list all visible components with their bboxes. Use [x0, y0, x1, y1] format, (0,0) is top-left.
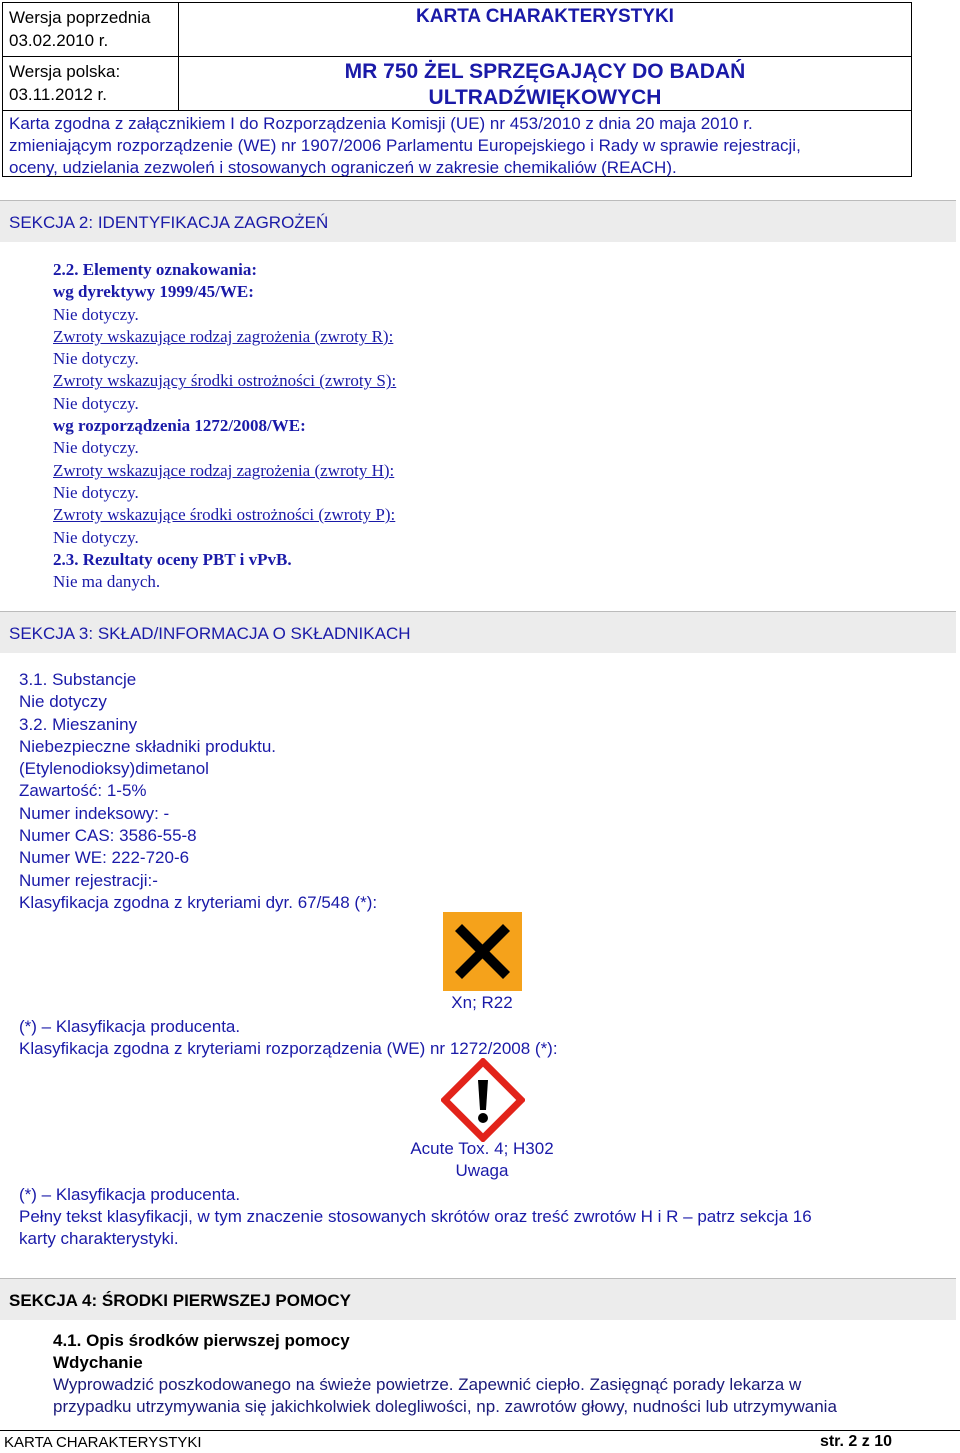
inhalation-heading: Wdychanie	[53, 1353, 143, 1372]
header-row-product	[3, 57, 911, 111]
section3-line: 3.2. Mieszaniny	[19, 714, 138, 734]
section2-line: Zwroty wskazujące środki ostrożności (zwroty P):	[53, 505, 396, 525]
section2-line: Nie ma danych.	[53, 572, 161, 592]
section3-content	[19, 669, 377, 914]
legal-line: zmieniającym rozporządzenie (WE) nr 1907/2006 Parlamentu Europejskiego i Rady w sprawie rejestracji,	[9, 136, 801, 155]
page-number: str. 2 z 10	[819, 1433, 892, 1450]
dsd-classification-label: Xn; R22	[451, 993, 513, 1012]
section3-line: Numer WE: 222-720-6	[19, 848, 190, 868]
footer-divider	[0, 1430, 960, 1431]
section2-line: wg rozporządzenia 1272/2008/WE:	[53, 416, 306, 436]
full-text-note-line2: karty charakterystyki.	[19, 1229, 179, 1248]
producer-note: (*) – Klasyfikacja producenta.	[19, 1185, 241, 1204]
section2-line: Zwroty wskazujące rodzaj zagrożenia (zwroty H):	[53, 460, 395, 480]
section4-subheading: 4.1. Opis środków pierwszej pomocy	[53, 1331, 350, 1350]
section3-line: Numer CAS: 3586-55-8	[19, 826, 197, 846]
section3-line: Nie dotyczy	[19, 692, 107, 712]
section4-title: SEKCJA 4: ŚRODKI PIERWSZEJ POMOCY	[0, 1278, 956, 1320]
section3-line: 3.1. Substancje	[19, 670, 137, 689]
section3-line: Niebezpieczne składniki produktu.	[19, 736, 277, 756]
section2-line: Nie dotyczy.	[53, 349, 139, 369]
section3-line: (Etylenodioksy)dimetanol	[19, 759, 209, 779]
section3-title: SEKCJA 3: SKŁAD/INFORMACJA O SKŁADNIKACH	[0, 611, 956, 653]
doc-type-title: KARTA CHARAKTERYSTYKI	[416, 6, 674, 27]
section2-line: 2.3. Rezultaty oceny PBT i vPvB.	[53, 549, 292, 569]
pl-version-cell	[3, 57, 179, 110]
inhalation-text-line2: przypadku utrzymywania się jakichkolwiek dolegliwości, np. zawrotów głowy, nudności lub utrzymywania	[53, 1397, 837, 1416]
pl-version-date: 03.11.2012 r.	[9, 85, 107, 104]
legal-line: Karta zgodna z załącznikiem I do Rozporządzenia Komisji (UE) nr 453/2010 z dnia 20 maja 2010 r.	[9, 114, 753, 133]
pl-version-label: Wersja polska:	[9, 62, 121, 81]
inhalation-text-line1: Wyprowadzić poszkodowanego na świeże powietrze. Zapewnić ciepło. Zasięgnąć porady lekarza w	[53, 1375, 802, 1394]
product-name-line1: MR 750 ŻEL SPRZĘGAJĄCY DO BADAŃ	[344, 60, 746, 83]
legal-notice	[3, 111, 911, 181]
product-name	[179, 57, 911, 110]
section2-content	[53, 259, 396, 593]
section3-line: Zawartość: 1-5%	[19, 781, 147, 801]
section3-line: Numer indeksowy: -	[19, 803, 170, 823]
full-text-note-line1: Pełny tekst klasyfikacji, w tym znaczenie stosowanych skrótów oraz treść zwrotów H i R – patrz sekcja 16	[19, 1207, 812, 1226]
clp-heading: Klasyfikacja zgodna z kryteriami rozporządzenia (WE) nr 1272/2008 (*):	[19, 1039, 558, 1058]
section2-line: Nie dotyczy.	[53, 438, 139, 458]
section2-line: wg dyrektywy 1999/45/WE:	[53, 282, 254, 302]
signal-word: Uwaga	[455, 1161, 509, 1180]
section2-line: Nie dotyczy.	[53, 304, 139, 324]
section2-line: Zwroty wskazujący środki ostrożności (zwroty S):	[53, 371, 397, 391]
product-name-line2: ULTRADŹWIĘKOWYCH	[428, 86, 662, 109]
harmful-x-icon	[443, 912, 522, 991]
legal-line: oceny, udzielania zezwoleń i stosowanych ograniczeń w zakresie chemikaliów (REACH).	[9, 158, 677, 177]
section3-line: Numer rejestracji:-	[19, 870, 158, 890]
section2-line: 2.2. Elementy oznakowania:	[53, 260, 257, 279]
prev-version-label: Wersja poprzednia	[9, 8, 151, 27]
clp-classification-label: Acute Tox. 4; H302	[410, 1139, 554, 1158]
footer-doc-type: KARTA CHARAKTERYSTYKI	[4, 1434, 202, 1451]
prev-version-date: 03.02.2010 r.	[9, 31, 109, 50]
producer-note: (*) – Klasyfikacja producenta.	[19, 1017, 241, 1036]
section2-title: SEKCJA 2: IDENTYFIKACJA ZAGROŻEŃ	[0, 200, 956, 242]
document-header	[2, 2, 912, 177]
header-row-version	[3, 3, 911, 57]
prev-version-cell	[3, 3, 179, 56]
section3-line: Klasyfikacja zgodna z kryteriami dyr. 67/548 (*):	[19, 892, 378, 912]
section2-line: Zwroty wskazujące rodzaj zagrożenia (zwroty R):	[53, 326, 394, 346]
section2-line: Nie dotyczy.	[53, 393, 139, 413]
exclamation-mark-icon	[441, 1058, 525, 1142]
section2-line: Nie dotyczy.	[53, 527, 139, 547]
section2-line: Nie dotyczy.	[53, 482, 139, 502]
